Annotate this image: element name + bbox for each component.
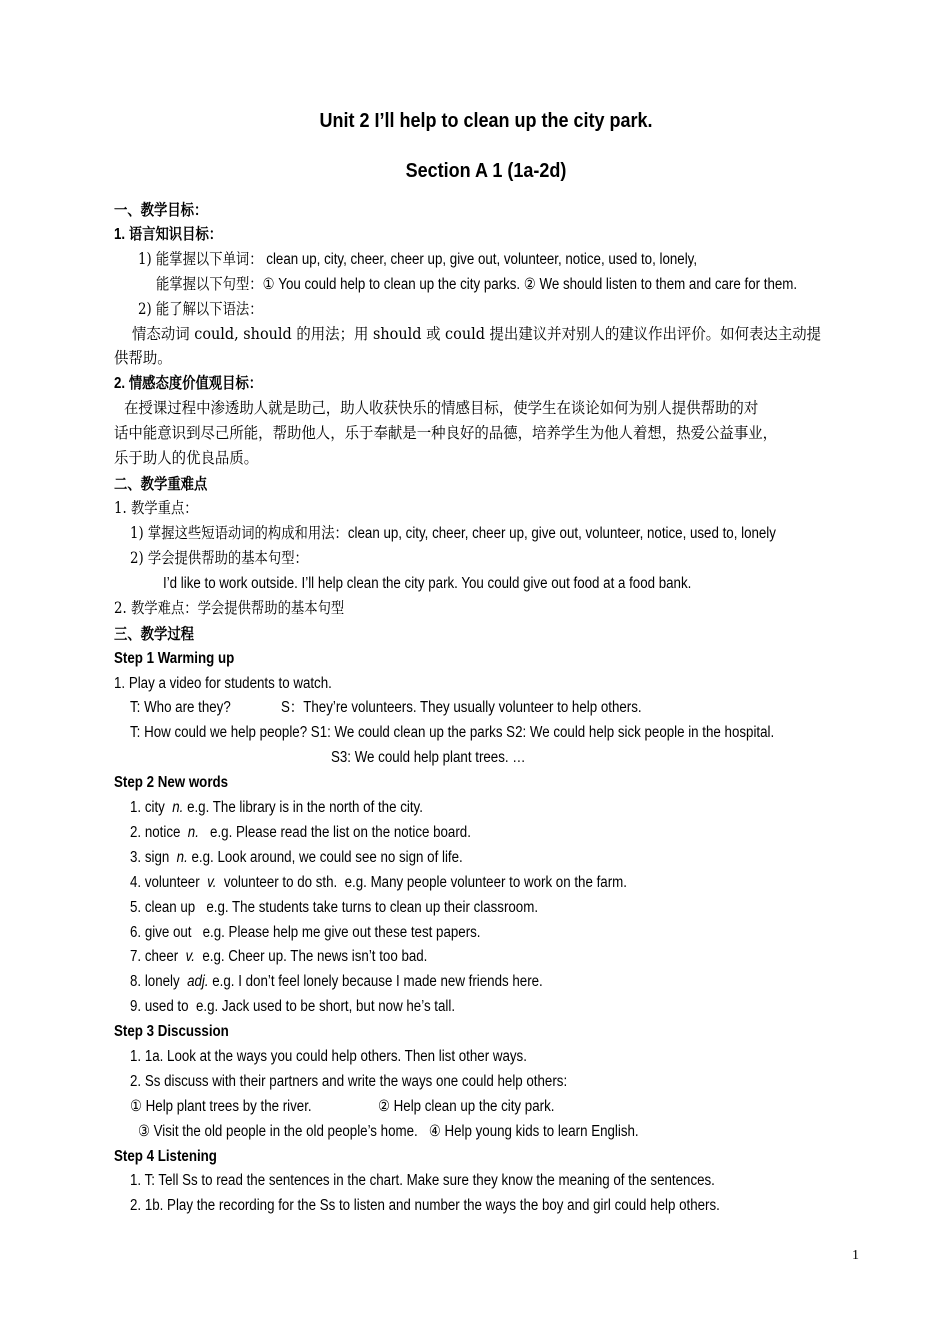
list-item	[130, 969, 543, 994]
label-text: 1) 掌握这些短语动词的构成和用法：	[130, 524, 348, 542]
step-heading-3: Step 3 Discussion	[114, 1023, 229, 1040]
document-subtitle: Section A 1 (1a-2d)	[405, 160, 567, 182]
part-of-speech: adj.	[187, 973, 209, 990]
paragraph-line: 话中能意识到尽己所能，帮助他人，乐于奉献是一种良好的品德，培养学生为他人着想，热爱公益事业，	[114, 424, 778, 442]
paragraph-line	[156, 272, 797, 297]
paragraph-line: 供帮助。	[114, 349, 172, 367]
paragraph-line: 2) 能了解以下语法：	[138, 300, 263, 318]
example-text: e.g. The library is in the north of the city.	[183, 799, 423, 816]
part-of-speech: n.	[172, 799, 184, 816]
list-item: 6. give out e.g. Please help me give out these test papers.	[130, 924, 481, 941]
paragraph-line: 1. 教学重点：	[114, 499, 198, 517]
paragraph-line: 1. Play a video for students to watch.	[114, 675, 332, 692]
part-of-speech: n.	[176, 849, 188, 866]
paragraph-line: 1. T: Tell Ss to read the sentences in the chart. Make sure they know the meaning of the sentences.	[130, 1172, 715, 1189]
word-text: 2. notice	[130, 824, 188, 841]
step-heading-1: Step 1 Warming up	[114, 650, 235, 667]
part-of-speech: v.	[185, 948, 195, 965]
step-heading-4: Step 4 Listening	[114, 1148, 217, 1165]
paragraph-line: 2. 教学难点：学会提供帮助的基本句型	[114, 599, 345, 617]
list-item	[130, 944, 427, 969]
paragraph-line: 情态动词 could, should 的用法；用 should 或 could 提出建议并对别人的建议作出评价。如何表达主动提	[132, 325, 822, 343]
word-list: clean up, city, cheer, cheer up, give out, volunteer, notice, used to, lonely	[347, 525, 776, 542]
paragraph-line: 2) 学会提供帮助的基本句型：	[130, 549, 308, 567]
example-text: e.g. I don’t feel lonely because I made new friends here.	[208, 973, 543, 990]
section-heading-objectives: 一、教学目标：	[114, 200, 208, 219]
list-item: ① Help plant trees by the river.	[130, 1098, 312, 1115]
paragraph-line: I’d like to work outside. I’ll help clean the city park. You could give out food at a food bank.	[163, 575, 692, 592]
example-text: volunteer to do sth. e.g. Many people volunteer to work on the farm.	[216, 874, 627, 891]
list-item: 9. used to e.g. Jack used to be short, but now he’s tall.	[130, 998, 456, 1015]
dialogue-line: T: Who are they?	[130, 699, 231, 716]
list-item	[130, 795, 423, 820]
list-item	[130, 870, 627, 895]
document-title: Unit 2 I’ll help to clean up the city park.	[319, 110, 653, 132]
paragraph-line: 乐于助人的优良品质。	[114, 449, 259, 467]
word-list: clean up, city, cheer, cheer up, give out, volunteer, notice, used to, lonely,	[266, 251, 698, 268]
heading-language-knowledge: 1. 语言知识目标：	[114, 226, 223, 243]
label-text: 能掌握以下句型：	[156, 275, 263, 293]
list-item: ③ Visit the old people in the old people’s home. ④ Help young kids to learn English.	[138, 1123, 639, 1140]
word-text: 8. lonely	[130, 973, 188, 990]
paragraph-line	[130, 521, 776, 546]
word-text: 7. cheer	[130, 948, 186, 965]
part-of-speech: v.	[207, 874, 217, 891]
heading-emotional-goals: 2. 情感态度价值观目标：	[114, 375, 263, 392]
example-text: e.g. Please read the list on the notice board.	[198, 824, 471, 841]
list-item: 5. clean up e.g. The students take turns to clean up their classroom.	[130, 899, 539, 916]
word-text: 4. volunteer	[130, 874, 208, 891]
list-item	[130, 845, 463, 870]
list-item	[130, 820, 471, 845]
sentence-patterns: ① You could help to clean up the city parks. ② We should listen to them and care for them.	[262, 276, 798, 293]
section-heading-key-points: 二、教学重难点	[114, 474, 208, 493]
part-of-speech: n.	[187, 824, 199, 841]
example-text: e.g. Look around, we could see no sign of life.	[187, 849, 463, 866]
example-text: e.g. Cheer up. The news isn’t too bad.	[194, 948, 428, 965]
dialogue-line: S：They’re volunteers. They usually volunteer to help others.	[281, 699, 642, 716]
paragraph-line: 1. 1a. Look at the ways you could help others. Then list other ways.	[130, 1048, 527, 1065]
word-text: 1. city	[130, 799, 173, 816]
label-text: 1) 能掌握以下单词：	[138, 250, 263, 268]
paragraph-line	[138, 247, 697, 272]
word-text: 3. sign	[130, 849, 177, 866]
page-number: 1	[852, 1248, 859, 1263]
section-heading-process: 三、教学过程	[114, 624, 194, 643]
dialogue-line: T: How could we help people? S1: We could clean up the parks S2: We could help sick people in the hospital.	[130, 724, 775, 741]
paragraph-line: 2. Ss discuss with their partners and write the ways one could help others:	[130, 1073, 568, 1090]
paragraph-line: 2. 1b. Play the recording for the Ss to listen and number the ways the boy and girl could help others.	[130, 1197, 720, 1214]
dialogue-line: S3: We could help plant trees. …	[331, 749, 526, 766]
step-heading-2: Step 2 New words	[114, 774, 229, 791]
list-item: ② Help clean up the city park.	[378, 1098, 555, 1115]
paragraph-line: 在授课过程中渗透助人就是助己，助人收获快乐的情感目标，使学生在谈论如何为别人提供帮助的对	[124, 399, 759, 417]
